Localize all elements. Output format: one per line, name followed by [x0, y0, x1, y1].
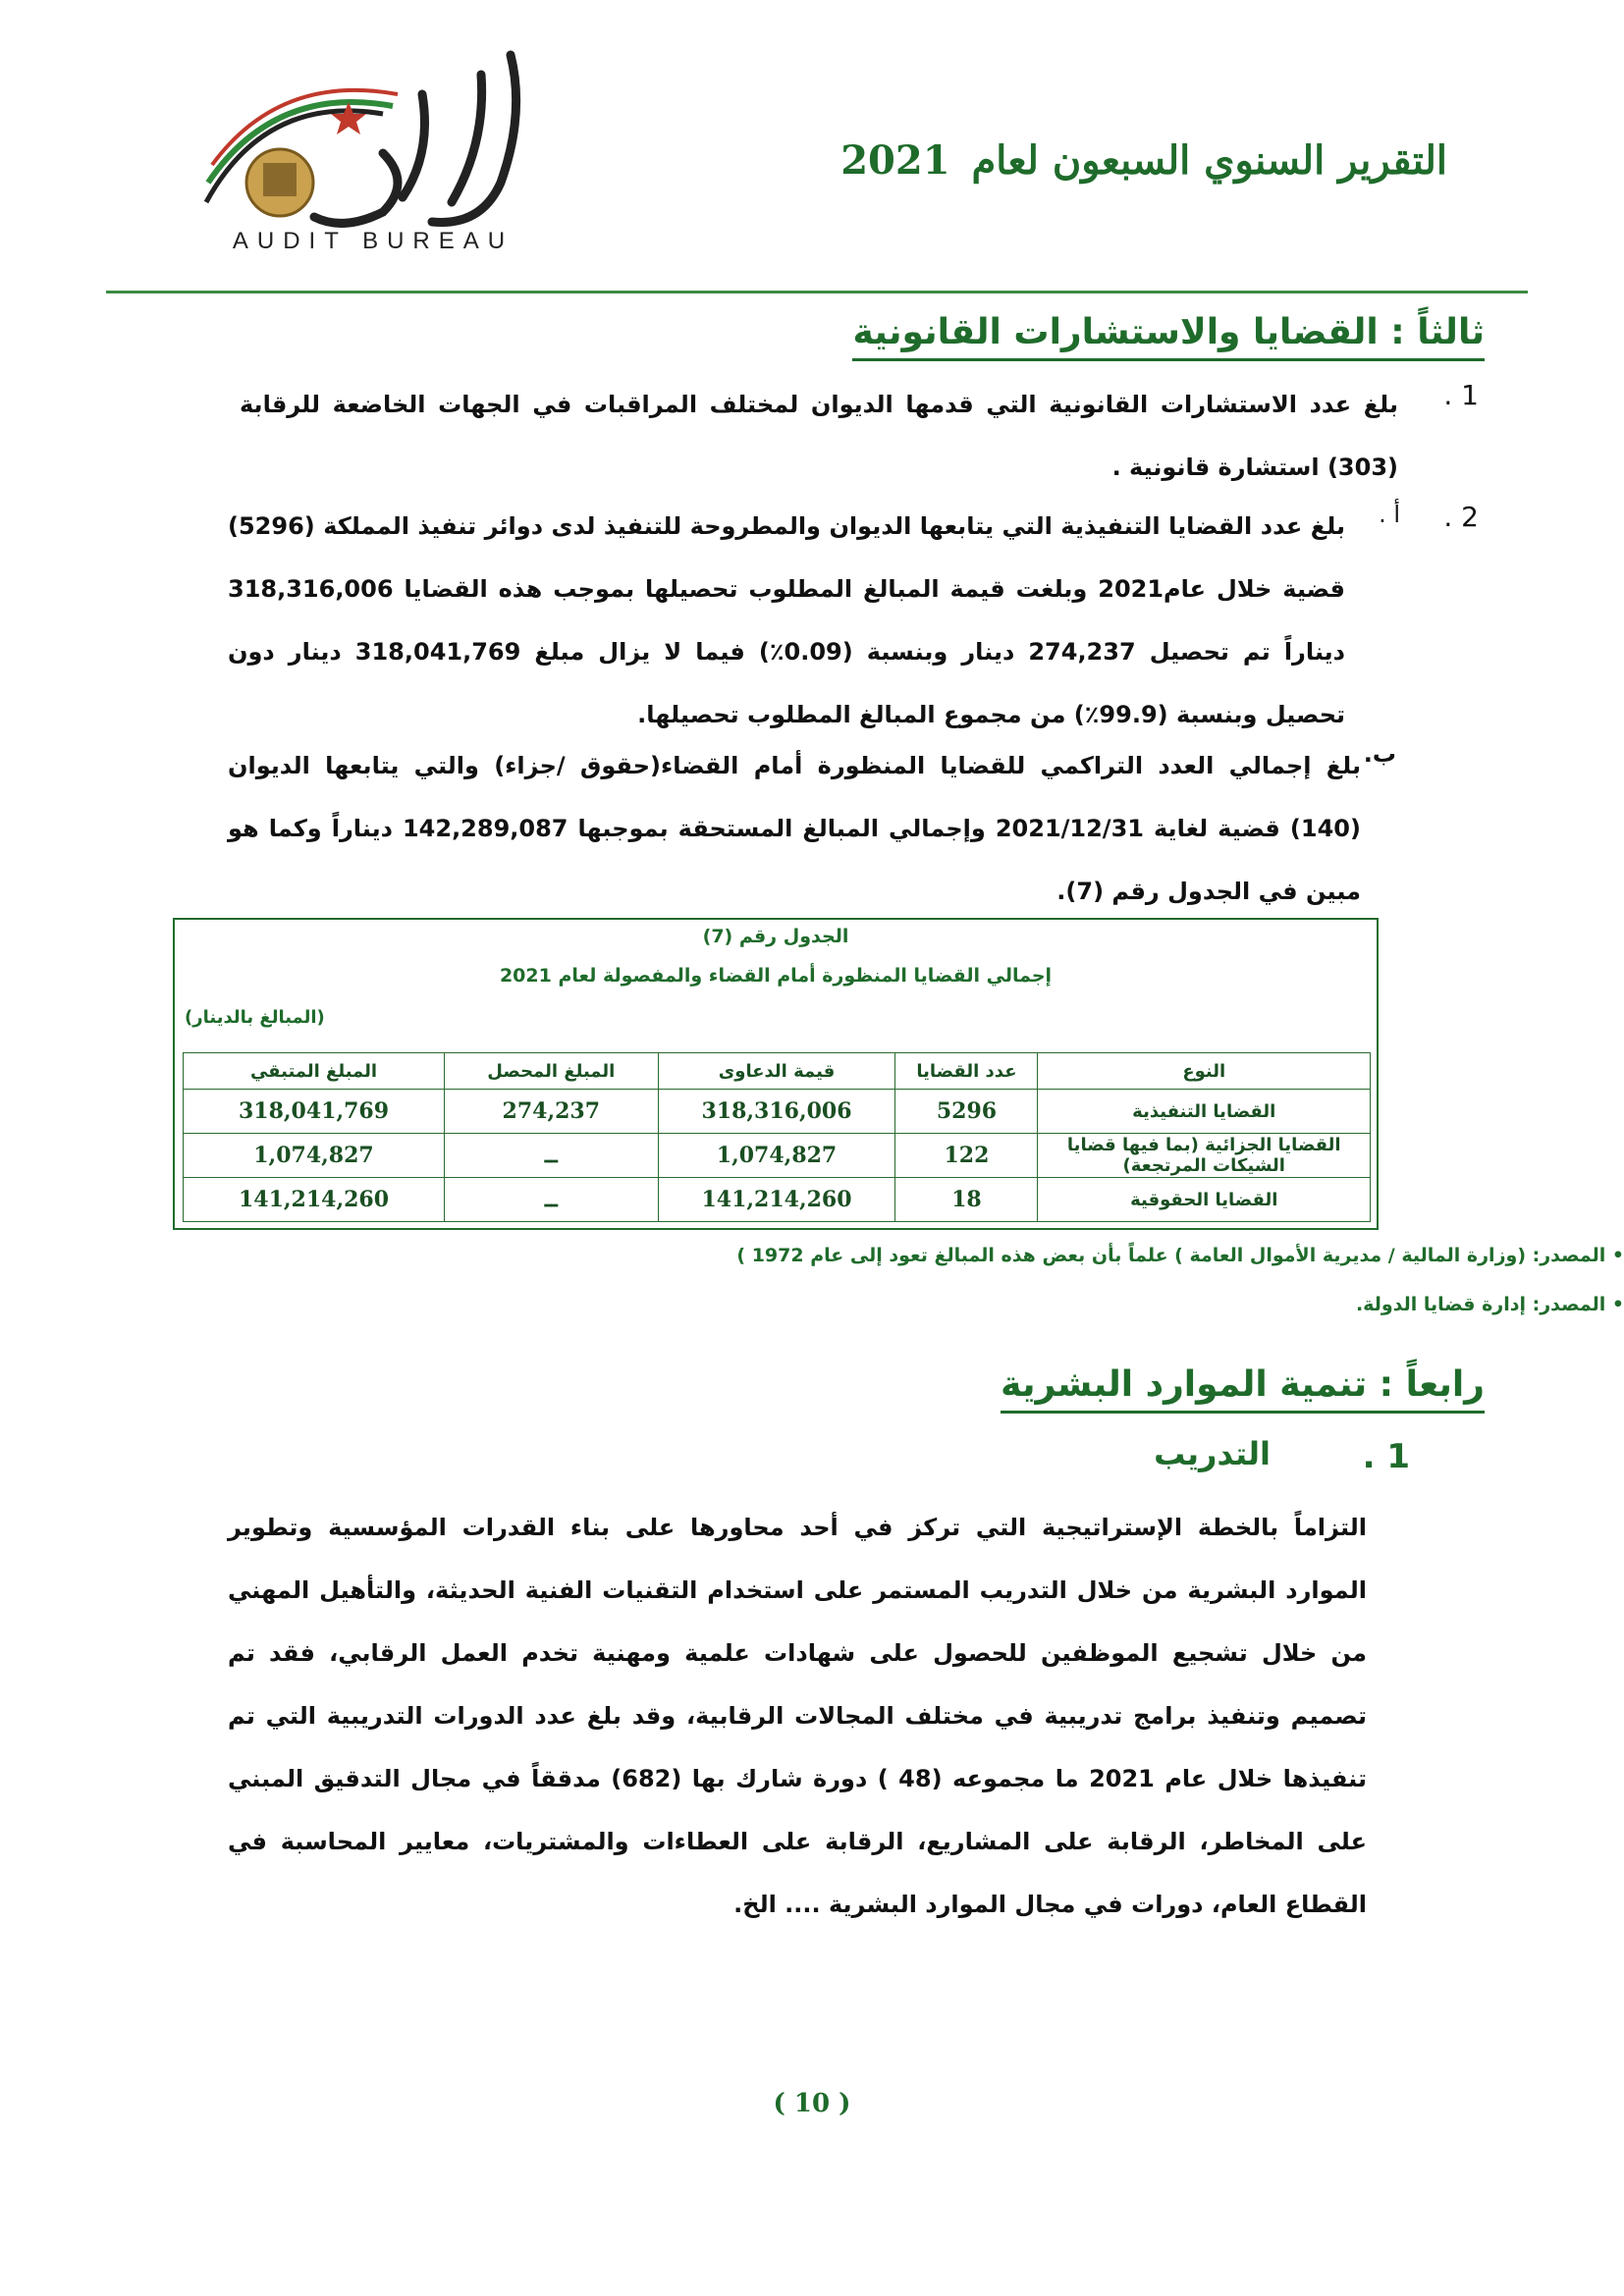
table-unit: (المبالغ بالدينار): [185, 1007, 325, 1028]
cell-collected: ــ: [445, 1134, 659, 1178]
table-source-2: • المصدر: إدارة قضايا الدولة.: [1355, 1294, 1624, 1315]
cell-type: القضايا الحقوقية: [1038, 1178, 1371, 1222]
cell-remaining: 141,214,260: [184, 1178, 445, 1222]
report-year: 2021: [840, 137, 950, 184]
item-2b-label: ب.: [1363, 740, 1396, 768]
item-1-number: 1 .: [1443, 379, 1479, 411]
col-collected: المبلغ المحصل: [445, 1053, 659, 1090]
table-title: إجمالي القضايا المنظورة أمام القضاء والمفصولة لعام 2021: [499, 965, 1053, 987]
col-remaining: المبلغ المتبقي: [184, 1053, 445, 1090]
item-2a-text: بلغ عدد القضايا التنفيذية التي يتابعها الديوان والمطروحة للتنفيذ لدى دوائر تنفيذ المملكة (5296) قضية خلال عام2021 وبلغت قيمة المبالغ المطلوب تحصيلها بموجب هذه القضايا 318,316,006 ديناراً تم تحصيل 274,237 دينار وبنسبة (0.09٪) فيما لا يزال مبلغ 318,041,769 دينار دون تحصيل وبنسبة (99.9٪) من مجموع المبالغ المطلوب تحصيلها.: [228, 512, 1346, 728]
cell-collected: ــ: [445, 1178, 659, 1222]
cell-collected: 274,237: [445, 1090, 659, 1134]
training-heading: التدريب: [1154, 1435, 1271, 1472]
col-count: عدد القضايا: [895, 1053, 1038, 1090]
page-number: ( 10 ): [773, 2089, 851, 2118]
logo-latin-text: AUDIT BUREAU: [232, 228, 514, 254]
cell-count: 122: [895, 1134, 1038, 1178]
section-heading-legal: ثالثاً : القضايا والاستشارات القانونية: [852, 312, 1485, 361]
cell-value: 318,316,006: [658, 1090, 895, 1134]
table-row: [184, 1178, 1371, 1222]
table-caption: الجدول رقم (7): [702, 926, 849, 947]
cell-count: 18: [895, 1178, 1038, 1222]
training-number: 1 .: [1362, 1437, 1410, 1476]
item-2-number: 2 .: [1443, 501, 1479, 533]
logo-star: [331, 102, 366, 134]
table-header-row: [184, 1053, 1371, 1090]
table-row: [184, 1090, 1371, 1134]
table-row: [184, 1134, 1371, 1178]
cell-count: 5296: [895, 1090, 1038, 1134]
table-source-1: • المصدر: (وزارة المالية / مديرية الأموال العامة ) علماً بأن بعض هذه المبالغ تعود إلى عام 1972 ): [736, 1245, 1624, 1266]
logo-calligraphy: [314, 55, 516, 223]
section-heading-hr: رابعاً : تنمية الموارد البشرية: [1001, 1364, 1485, 1414]
cell-remaining: 1,074,827: [184, 1134, 445, 1178]
item-2b-text: بلغ إجمالي العدد التراكمي للقضايا المنظورة أمام القضاء(حقوق /جزاء) والتي يتابعها الديوان (140) قضية لغاية 2021/12/31 وإجمالي المبالغ المستحقة بموجبها 142,289,087 ديناراً وكما هو مبين في الجدول رقم (7).: [228, 752, 1361, 905]
header-divider: [106, 291, 1528, 294]
item-1-text: بلغ عدد الاستشارات القانونية التي قدمها الديوان لمختلف المراقبات في الجهات الخاضعة للرقابة (303) استشارة قانونية .: [240, 391, 1398, 481]
cell-value: 1,074,827: [658, 1134, 895, 1178]
cell-type: القضايا التنفيذية: [1038, 1090, 1371, 1134]
report-title-text: التقرير السنوي السبعون لعام: [971, 137, 1447, 184]
cell-remaining: 318,041,769: [184, 1090, 445, 1134]
cases-table: [183, 1052, 1371, 1222]
col-type: النوع: [1038, 1053, 1371, 1090]
cell-type: القضايا الجزائية (بما فيها قضايا الشيكات المرتجعة): [1038, 1134, 1371, 1178]
item-2a-label: أ .: [1379, 501, 1400, 528]
col-value: قيمة الدعاوى: [658, 1053, 895, 1090]
report-title: [840, 137, 1447, 184]
training-body: التزاماً بالخطة الإستراتيجية التي تركز في أحد محاورها على بناء القدرات المؤسسية وتطوير الموارد البشرية من خلال التدريب المستمر على استخدام التقنيات الفنية الحديثة، والتأهيل المهني من خلال تشجيع الموظفين للحصول على شهادات علمية ومهنية تخدم العمل الرقابي، فقد تم تصميم وتنفيذ برامج تدريبية في مختلف المجالات الرقابية، وقد بلغ عدد الدورات التدريبية التي تم تنفيذها خلال عام 2021 ما مجموعه (48 ) دورة شارك بها (682) مدققاً في مجال التدقيق المبني على المخاطر، الرقابة على المشاريع، الرقابة على العطاءات والمشتريات، معايير المحاسبة في القطاع العام، دورات في مجال الموارد البشرية .... الخ.: [228, 1514, 1367, 1918]
cell-value: 141,214,260: [658, 1178, 895, 1222]
